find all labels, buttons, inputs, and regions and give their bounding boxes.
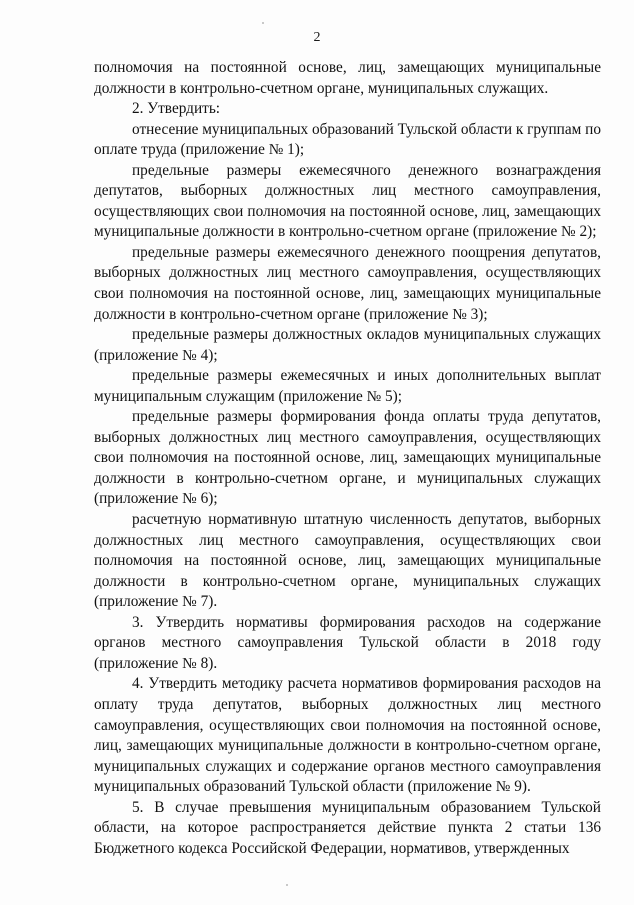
paragraph-item-4: 4. Утвердить методику расчета нормативов формирования расходов на оплату труда депутатов, выборных должностных лиц местного самоуправления, осуществляющих свои полномочия на постоянной основе, лиц, замещающих муниципальные должности в контрольно-счетном органе, муниципальных служащих и содержание органов местного самоуправления муниципальных образований Тульской области (приложение № 9). [94, 675, 601, 796]
page-number: 2 [313, 30, 321, 45]
document-body [94, 58, 601, 859]
paragraph-item-3: 3. Утвердить нормативы формирования расходов на содержание органов местного самоуправления Тульской области в 2018 году (приложение № 8). [94, 613, 601, 672]
paragraph-item-2-heading: 2. Утвердить: [132, 100, 221, 118]
paragraph-appendix-1: отнесение муниципальных образований Тульской области к группам по оплате труда (приложение № 1); [94, 120, 601, 159]
paragraph-item-5: 5. В случае превышения муниципальным образованием Тульской области, на которое распространяется действие пункта 2 статьи 136 Бюджетного кодекса Российской Федерации, нормативов, утвержденных [94, 798, 601, 857]
scan-speck [262, 22, 264, 24]
paragraph-appendix-2: предельные размеры ежемесячного денежного вознаграждения депутатов, выборных должностных лиц местного самоуправления, осуществляющих свои полномочия на постоянной основе, лиц, замещающих муниципальные должности в контрольно-счетном органе (приложение № 2); [94, 161, 601, 241]
scan-speck [286, 884, 288, 886]
paragraph-appendix-5: предельные размеры ежемесячных и иных дополнительных выплат муниципальным служащим (приложение № 5); [94, 367, 601, 405]
paragraph-continuation: полномочия на постоянной основе, лиц, замещающих муниципальные должности в контрольно-счетном органе, муниципальных служащих. [94, 59, 601, 97]
paragraph-appendix-6: предельные размеры формирования фонда оплаты труда депутатов, выборных должностных лиц местного самоуправления, осуществляющих свои полномочия на постоянной основе, лиц, замещающих муниципальные должности в контрольно-счетном органе, и муниципальных служащих (приложение № 6); [94, 408, 601, 508]
paragraph-appendix-3: предельные размеры ежемесячного денежного поощрения депутатов, выборных должностных лиц местного самоуправления, осуществляющих свои полномочия на постоянной основе, лиц, замещающих муниципальные должности в контрольно-счетном органе (приложение № 3); [94, 243, 601, 323]
paragraph-appendix-7: расчетную нормативную штатную численность депутатов, выборных должностных лиц местного самоуправления, осуществляющих свои полномочия на постоянной основе, лиц, замещающих муниципальные должности в контрольно-счетном органе, муниципальных служащих (приложение № 7). [94, 511, 601, 611]
paragraph-appendix-4: предельные размеры должностных окладов муниципальных служащих (приложение № 4); [94, 326, 601, 364]
